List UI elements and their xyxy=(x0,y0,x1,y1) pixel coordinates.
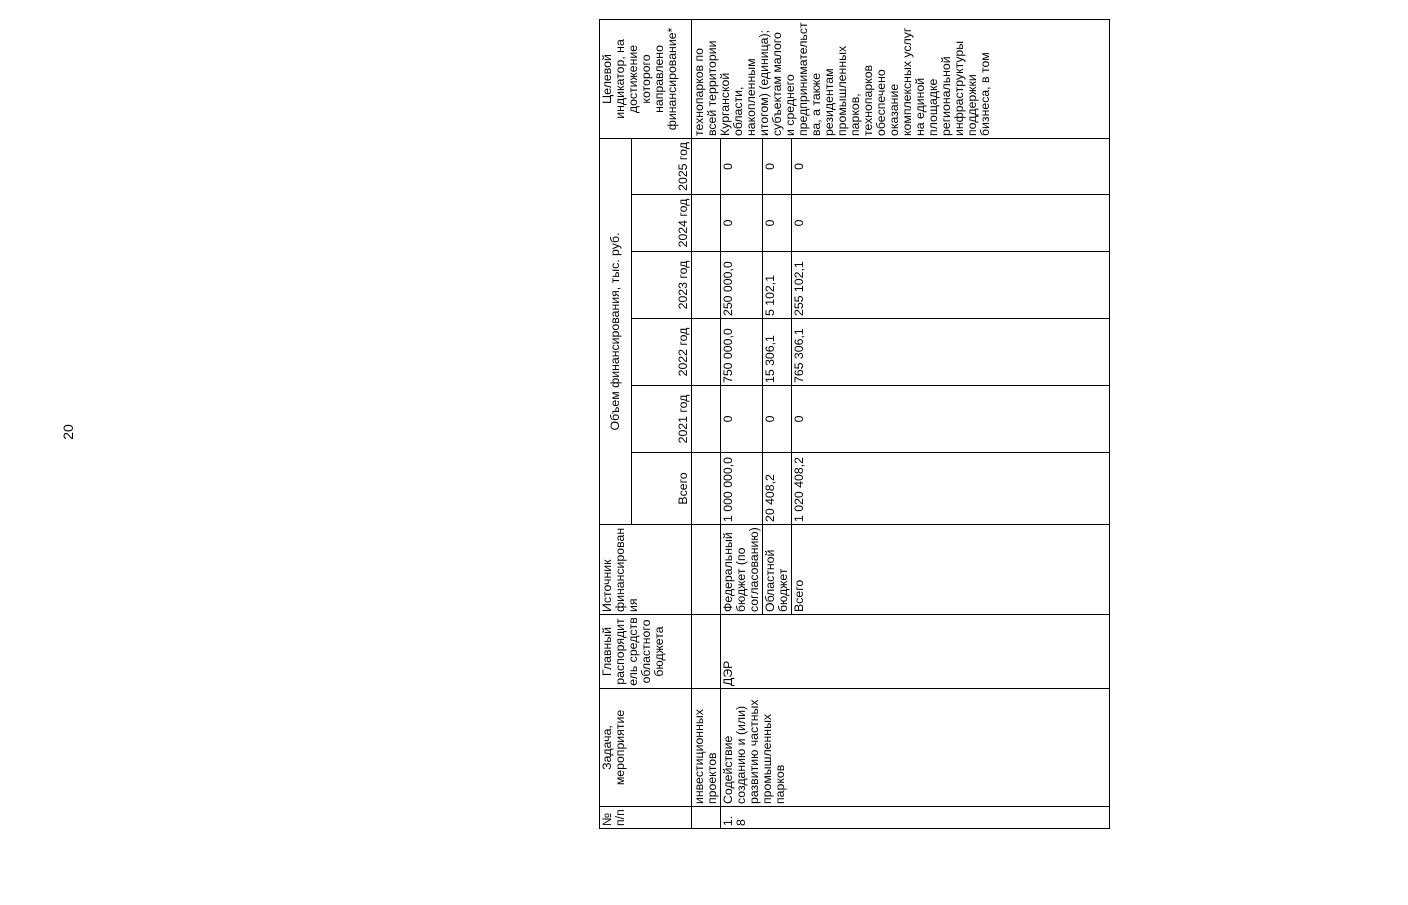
carry-2024 xyxy=(692,195,721,252)
page-number: 20 xyxy=(60,424,76,440)
carry-total xyxy=(692,453,721,525)
all-2021: 0 xyxy=(792,386,1110,453)
federal-2025: 0 xyxy=(721,138,763,194)
financing-table xyxy=(599,19,1110,829)
carry-2025 xyxy=(692,138,721,194)
header-year-2024: 2024 год xyxy=(632,195,692,252)
regional-2024: 0 xyxy=(763,195,792,252)
all-2025: 0 xyxy=(792,138,1110,194)
regional-2025: 0 xyxy=(763,138,792,194)
regional-2023: 5 102,1 xyxy=(763,252,792,319)
source-federal: Федеральный бюджет (по согласованию) xyxy=(721,525,763,615)
federal-2024: 0 xyxy=(721,195,763,252)
federal-2023: 250 000,0 xyxy=(721,252,763,319)
header-year-2021: 2021 год xyxy=(632,386,692,453)
carry-task: инвестиционных проектов xyxy=(692,689,721,807)
source-total: Всего xyxy=(792,525,1110,615)
federal-2021: 0 xyxy=(721,386,763,453)
header-total: Всего xyxy=(632,453,692,525)
all-2024: 0 xyxy=(792,195,1110,252)
carry-source xyxy=(692,525,721,615)
header-year-2025: 2025 год xyxy=(632,138,692,194)
regional-2022: 15 306,1 xyxy=(763,319,792,386)
source-regional: Областной бюджет xyxy=(763,525,792,615)
header-target: Целевой индикатор, на достижение которого направлено финансирование* xyxy=(600,19,692,138)
carry-manager xyxy=(692,615,721,689)
carry-2023 xyxy=(692,252,721,319)
header-volume: Объем финансирования, тыс. руб. xyxy=(600,138,632,524)
federal-2022: 750 000,0 xyxy=(721,319,763,386)
header-num: № п/п xyxy=(600,807,692,829)
rotated-table-container xyxy=(599,22,1408,829)
row-task: Содействие созданию и (или) развитию частных промышленных парков xyxy=(721,689,1110,807)
row-num: 1.8 xyxy=(721,807,1110,829)
federal-total: 1 000 000,0 xyxy=(721,453,763,525)
carry-2022 xyxy=(692,319,721,386)
carry-num xyxy=(692,807,721,829)
header-source: Источник финансирования xyxy=(600,525,692,615)
row-manager: ДЭР xyxy=(721,615,1110,689)
header-manager: Главный распорядитель средств областного бюджета xyxy=(600,615,692,689)
all-2022: 765 306,1 xyxy=(792,319,1110,386)
all-total: 1 020 408,2 xyxy=(792,453,1110,525)
all-2023: 255 102,1 xyxy=(792,252,1110,319)
target-indicator: технопарков по всей территории Курганской области, накопленным итогом) (единица); субъектам малого и среднего предпринимательства, а также резидентам промышленных парков, технопарков обеспечено оказание комплексных услуг на единой площадке региональной инфраструктуры поддержки бизнеса, в том xyxy=(692,19,1110,138)
carry-2021 xyxy=(692,386,721,453)
regional-2021: 0 xyxy=(763,386,792,453)
header-year-2023: 2023 год xyxy=(632,252,692,319)
regional-total: 20 408,2 xyxy=(763,453,792,525)
header-task: Задача, мероприятие xyxy=(600,689,692,807)
header-year-2022: 2022 год xyxy=(632,319,692,386)
